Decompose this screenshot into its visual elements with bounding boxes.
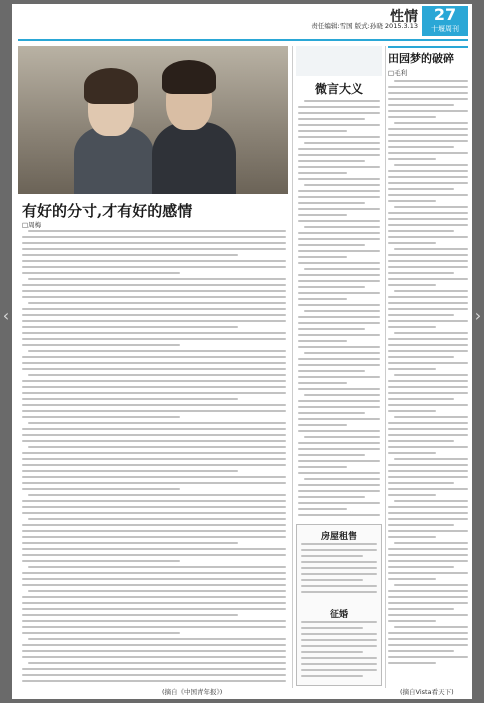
text-line xyxy=(298,130,347,132)
text-line xyxy=(22,386,286,388)
photo-figure xyxy=(152,122,236,194)
text-line xyxy=(388,530,468,532)
text-line xyxy=(22,326,238,328)
text-line xyxy=(388,614,468,616)
text-line xyxy=(301,573,377,575)
text-line xyxy=(22,560,180,562)
text-line xyxy=(394,332,468,334)
text-line xyxy=(22,500,286,502)
text-line xyxy=(298,472,380,474)
text-line xyxy=(304,310,380,312)
text-line xyxy=(298,196,380,198)
text-line xyxy=(394,206,468,208)
text-line xyxy=(304,268,380,270)
text-line xyxy=(388,578,436,580)
text-line xyxy=(388,392,468,394)
text-line xyxy=(22,650,286,652)
text-line xyxy=(394,416,468,418)
page-header xyxy=(12,4,472,40)
text-line xyxy=(304,100,380,102)
text-line xyxy=(394,122,468,124)
photo-figure xyxy=(162,60,216,94)
text-line xyxy=(388,356,454,358)
text-line xyxy=(388,158,436,160)
text-line xyxy=(22,572,286,574)
text-line xyxy=(298,514,380,516)
text-line xyxy=(298,106,380,108)
text-line xyxy=(388,344,468,346)
text-line xyxy=(298,322,380,324)
text-line xyxy=(22,506,286,508)
text-line xyxy=(298,160,365,162)
text-line xyxy=(298,502,380,504)
text-line xyxy=(298,214,347,216)
middle-column-title: 微言大义 xyxy=(314,82,363,96)
text-line xyxy=(298,328,365,330)
text-line xyxy=(304,142,380,144)
text-line xyxy=(22,290,286,292)
text-line xyxy=(22,674,286,676)
text-line xyxy=(304,394,380,396)
text-line xyxy=(22,242,286,244)
text-line xyxy=(304,478,380,480)
text-line xyxy=(388,518,468,520)
text-line xyxy=(298,388,380,390)
text-line xyxy=(388,128,468,130)
text-line xyxy=(388,650,454,652)
text-line xyxy=(388,566,454,568)
text-line xyxy=(298,442,380,444)
text-line xyxy=(388,590,468,592)
text-line xyxy=(298,298,347,300)
text-line xyxy=(22,440,286,442)
text-line xyxy=(298,256,347,258)
text-line xyxy=(388,194,468,196)
text-line xyxy=(298,154,380,156)
text-line xyxy=(388,632,468,634)
text-line xyxy=(304,184,380,186)
text-line xyxy=(301,561,377,563)
text-line xyxy=(301,549,377,551)
text-line xyxy=(298,370,365,372)
classifieds-box xyxy=(296,524,382,686)
text-line xyxy=(298,484,380,486)
text-line xyxy=(28,494,286,496)
text-line xyxy=(388,380,468,382)
text-line xyxy=(22,608,286,610)
text-line xyxy=(298,460,380,462)
text-line xyxy=(22,476,286,478)
text-line xyxy=(388,536,436,538)
text-line xyxy=(388,488,468,490)
text-line xyxy=(22,458,286,460)
right-article-source: (摘自Vista看天下) xyxy=(400,688,454,696)
chevron-right-icon[interactable]: › xyxy=(474,306,482,325)
text-line xyxy=(388,446,468,448)
text-line xyxy=(22,404,286,406)
text-line xyxy=(394,626,468,628)
text-line xyxy=(298,406,380,408)
text-line xyxy=(301,555,363,557)
text-line xyxy=(22,548,286,550)
text-line xyxy=(298,250,380,252)
text-line xyxy=(388,314,454,316)
text-line xyxy=(388,278,468,280)
text-line xyxy=(388,398,454,400)
text-line xyxy=(298,232,380,234)
text-line xyxy=(22,380,286,382)
text-line xyxy=(22,626,286,628)
text-line xyxy=(388,266,468,268)
text-line xyxy=(28,278,286,280)
text-line xyxy=(388,104,454,106)
text-line xyxy=(388,452,436,454)
text-line xyxy=(388,218,468,220)
text-line xyxy=(388,254,468,256)
text-line xyxy=(388,572,468,574)
text-line xyxy=(394,164,468,166)
text-line xyxy=(298,340,347,342)
text-line xyxy=(301,645,377,647)
text-line xyxy=(22,452,286,454)
photo-figure xyxy=(74,126,154,194)
text-line xyxy=(301,675,363,677)
text-line xyxy=(388,470,468,472)
text-line xyxy=(388,188,454,190)
text-line xyxy=(301,651,363,653)
text-line xyxy=(28,302,286,304)
text-line xyxy=(301,669,377,671)
text-line xyxy=(22,482,286,484)
text-line xyxy=(298,412,365,414)
wanted-title: 征婚 xyxy=(329,610,348,620)
text-line xyxy=(298,202,365,204)
text-line xyxy=(22,602,286,604)
text-line xyxy=(388,368,436,370)
text-line xyxy=(304,352,380,354)
text-line xyxy=(28,230,286,232)
text-line xyxy=(388,182,468,184)
text-line xyxy=(22,332,286,334)
text-line xyxy=(22,416,180,418)
text-line xyxy=(394,374,468,376)
text-line xyxy=(388,326,436,328)
lead-photo xyxy=(18,46,288,194)
text-line xyxy=(301,633,377,635)
text-line xyxy=(22,338,286,340)
column-divider xyxy=(292,46,293,688)
text-line xyxy=(298,364,380,366)
text-line xyxy=(28,422,286,424)
text-line xyxy=(298,190,380,192)
text-line xyxy=(298,124,380,126)
text-line xyxy=(388,140,468,142)
text-line xyxy=(388,602,468,604)
text-line xyxy=(22,668,286,670)
text-line xyxy=(388,524,454,526)
text-line xyxy=(394,584,468,586)
text-line xyxy=(388,656,468,658)
text-line xyxy=(22,488,180,490)
text-line xyxy=(22,536,286,538)
text-line xyxy=(298,238,380,240)
text-line xyxy=(22,392,286,394)
header-rule xyxy=(18,39,468,41)
text-line xyxy=(22,470,238,472)
text-line xyxy=(298,262,380,264)
wanted-body xyxy=(301,621,377,681)
text-line xyxy=(394,80,468,82)
text-line xyxy=(22,542,238,544)
text-line xyxy=(28,350,286,352)
text-line xyxy=(388,98,468,100)
text-line xyxy=(22,614,238,616)
page-badge xyxy=(422,6,468,36)
text-line xyxy=(298,220,380,222)
lead-article-source: (摘自《中国青年报》) xyxy=(162,688,223,696)
photo-figure xyxy=(84,68,138,104)
text-line xyxy=(388,404,468,406)
text-line xyxy=(22,410,286,412)
text-line xyxy=(22,578,286,580)
text-line xyxy=(304,436,380,438)
text-line xyxy=(28,566,286,568)
text-line xyxy=(388,260,468,262)
text-line xyxy=(388,482,454,484)
text-line xyxy=(301,567,377,569)
text-line xyxy=(22,554,286,556)
text-line xyxy=(388,662,436,664)
house-rental-title: 房屋租售 xyxy=(320,532,357,542)
text-line xyxy=(298,112,380,114)
text-line xyxy=(388,596,468,598)
text-line xyxy=(388,506,468,508)
text-line xyxy=(22,644,286,646)
text-line xyxy=(298,358,380,360)
section-name: 性情 xyxy=(390,9,418,25)
text-line xyxy=(394,542,468,544)
text-line xyxy=(301,579,363,581)
text-line xyxy=(298,424,347,426)
text-line xyxy=(388,86,468,88)
lead-article-title: 有好的分寸,才有好的感情 xyxy=(22,202,193,220)
text-line xyxy=(301,627,363,629)
text-line xyxy=(388,242,436,244)
text-line xyxy=(388,422,468,424)
text-line xyxy=(298,490,380,492)
text-line xyxy=(28,590,286,592)
text-line xyxy=(388,440,454,442)
text-line xyxy=(22,584,286,586)
text-line xyxy=(298,454,365,456)
text-line xyxy=(388,512,468,514)
text-line xyxy=(28,518,286,520)
text-line xyxy=(388,308,468,310)
text-line xyxy=(22,272,180,274)
text-line xyxy=(22,260,286,262)
text-line xyxy=(388,548,468,550)
text-line xyxy=(394,500,468,502)
text-line xyxy=(22,530,286,532)
text-line xyxy=(22,368,286,370)
text-line xyxy=(301,543,377,545)
text-line xyxy=(22,344,180,346)
text-line xyxy=(298,496,365,498)
text-line xyxy=(388,92,468,94)
text-line xyxy=(298,334,380,336)
text-line xyxy=(22,254,238,256)
text-line xyxy=(388,170,468,172)
text-line xyxy=(388,296,468,298)
text-line xyxy=(298,148,380,150)
house-rental-body xyxy=(301,543,377,599)
text-line xyxy=(22,464,286,466)
text-line xyxy=(301,621,377,623)
text-line xyxy=(22,512,286,514)
text-line xyxy=(298,346,380,348)
text-line xyxy=(388,560,468,562)
text-line xyxy=(22,356,286,358)
text-line xyxy=(388,620,436,622)
text-line xyxy=(298,280,380,282)
text-line xyxy=(301,585,377,587)
text-line xyxy=(388,644,468,646)
text-line xyxy=(22,596,286,598)
text-line xyxy=(388,284,436,286)
text-line xyxy=(298,208,380,210)
text-line xyxy=(22,680,286,682)
text-line xyxy=(388,110,468,112)
text-line xyxy=(298,430,380,432)
text-line xyxy=(394,290,468,292)
text-line xyxy=(388,494,436,496)
text-line xyxy=(22,296,286,298)
page-number: 27 xyxy=(433,5,457,24)
text-line xyxy=(388,212,468,214)
right-article-body xyxy=(388,80,468,666)
text-line xyxy=(22,656,286,658)
text-line xyxy=(388,302,468,304)
text-line xyxy=(388,224,468,226)
right-article-byline: □毛利 xyxy=(388,69,408,77)
text-line xyxy=(388,638,468,640)
text-line xyxy=(388,554,468,556)
chevron-left-icon[interactable]: ‹ xyxy=(2,306,10,325)
text-line xyxy=(394,248,468,250)
text-line xyxy=(22,320,286,322)
text-line xyxy=(22,434,286,436)
text-line xyxy=(388,476,468,478)
text-line xyxy=(28,374,286,376)
text-line xyxy=(301,639,377,641)
middle-column-body xyxy=(298,100,380,520)
text-line xyxy=(22,620,286,622)
text-line xyxy=(388,464,468,466)
text-line xyxy=(298,166,380,168)
text-line xyxy=(394,458,468,460)
text-line xyxy=(301,663,377,665)
text-line xyxy=(22,362,286,364)
text-line xyxy=(298,274,380,276)
text-line xyxy=(388,386,468,388)
text-line xyxy=(22,266,286,268)
text-line xyxy=(298,466,347,468)
column-banner xyxy=(296,46,382,76)
text-line xyxy=(301,591,377,593)
text-line xyxy=(298,400,380,402)
text-line xyxy=(388,272,454,274)
text-line xyxy=(22,632,180,634)
text-line xyxy=(22,524,286,526)
column-divider xyxy=(385,46,386,688)
text-line xyxy=(22,428,286,430)
weekly-label: 十堰周刊 xyxy=(431,25,459,33)
text-line xyxy=(388,152,468,154)
text-line xyxy=(388,134,468,136)
text-line xyxy=(388,608,454,610)
lead-article-byline: □周梅 xyxy=(22,221,42,229)
text-line xyxy=(388,230,454,232)
text-line xyxy=(388,434,468,436)
text-line xyxy=(28,638,286,640)
text-line xyxy=(298,178,380,180)
text-line xyxy=(298,448,380,450)
text-line xyxy=(304,226,380,228)
lead-article-body xyxy=(22,230,286,682)
text-line xyxy=(22,248,286,250)
text-line xyxy=(22,314,286,316)
text-line xyxy=(298,118,365,120)
text-line xyxy=(298,418,380,420)
text-line xyxy=(22,398,238,400)
text-line xyxy=(298,376,380,378)
header-info: 责任编辑:雪国 版式:孙晓 2015.3.13 xyxy=(311,22,418,30)
text-line xyxy=(388,176,468,178)
text-line xyxy=(388,410,436,412)
right-article-title: 田园梦的破碎 xyxy=(388,52,454,65)
text-line xyxy=(298,244,365,246)
text-line xyxy=(388,428,468,430)
text-line xyxy=(388,362,468,364)
text-line xyxy=(298,304,380,306)
text-line xyxy=(298,172,347,174)
text-line xyxy=(298,136,380,138)
text-line xyxy=(22,236,286,238)
text-line xyxy=(22,308,286,310)
text-line xyxy=(298,382,347,384)
text-line xyxy=(28,446,286,448)
text-line xyxy=(388,236,468,238)
text-line xyxy=(298,286,365,288)
text-line xyxy=(298,316,380,318)
newspaper-page xyxy=(12,4,472,699)
text-line xyxy=(388,350,468,352)
text-line xyxy=(388,320,468,322)
text-line xyxy=(28,662,286,664)
text-line xyxy=(388,338,468,340)
text-line xyxy=(388,116,436,118)
text-line xyxy=(388,200,436,202)
text-line xyxy=(298,292,380,294)
text-line xyxy=(22,284,286,286)
text-line xyxy=(298,508,347,510)
text-line xyxy=(301,657,377,659)
text-line xyxy=(388,146,454,148)
